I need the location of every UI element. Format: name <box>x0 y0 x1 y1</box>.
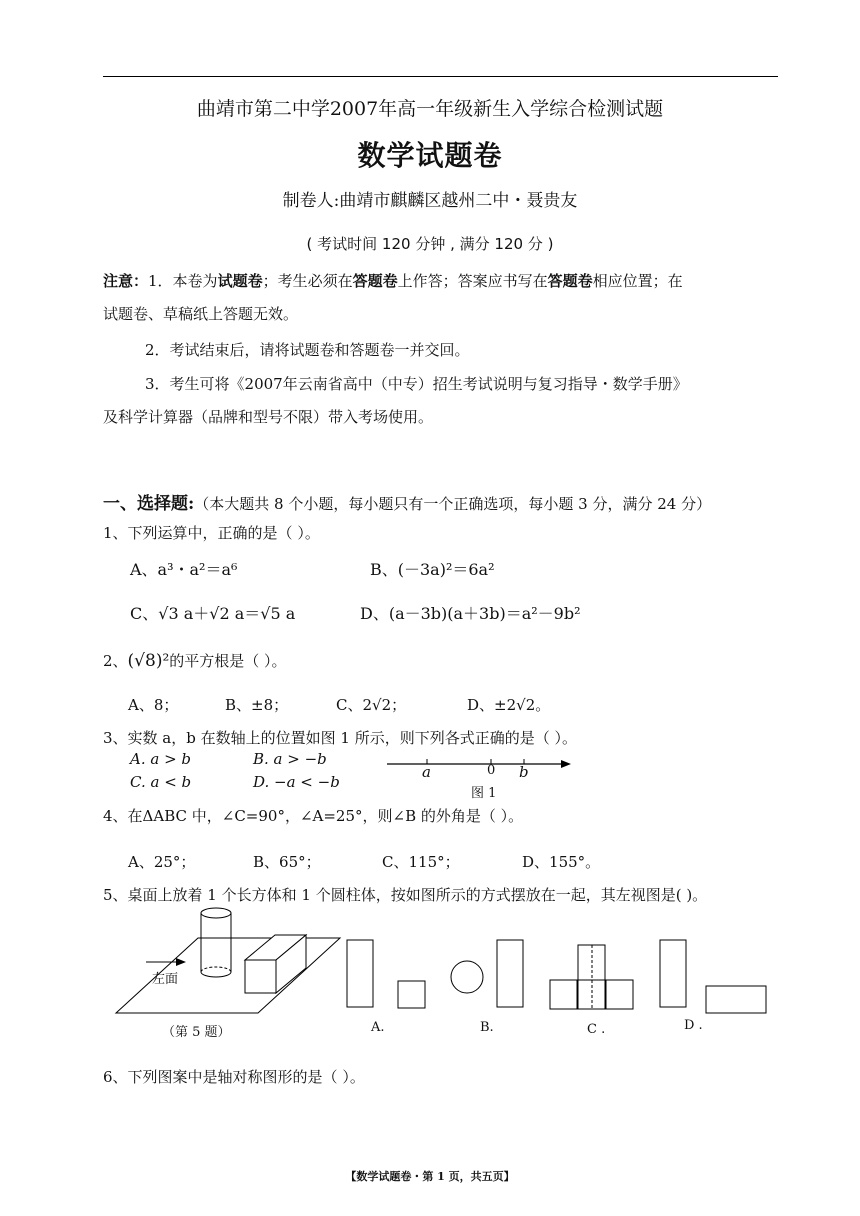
paper-title: 数学试题卷 <box>357 139 503 172</box>
notice-text: 上作答；答案应书写在 <box>397 272 548 290</box>
notice-emph: 答题卷 <box>352 272 398 290</box>
q2-option-a: A、8； <box>128 696 179 714</box>
q2-option-d: D、±2√2。 <box>467 696 551 714</box>
notice-line2: 试题卷、草稿纸上答题无效。 <box>103 305 299 323</box>
q5-figure-caption: （第 5 题） <box>162 1025 231 1040</box>
q4-option-a: A、25°； <box>128 853 196 871</box>
cylinder-bottom-hidden <box>201 967 231 972</box>
cuboid-front <box>245 960 276 993</box>
q1-option-a: A、a³・a²＝a⁶ <box>130 560 238 579</box>
q2-stem-text: 的平方根是（ ）。 <box>169 652 287 670</box>
q1-stem: 1、下列运算中，正确的是（ ）。 <box>103 524 320 542</box>
top-rule <box>103 76 778 77</box>
q5-option-d-figure <box>658 938 773 1018</box>
axis-label-0: 0 <box>487 763 496 778</box>
q5-option-c-figure <box>548 943 638 1013</box>
q4-option-b: B、65°； <box>253 853 321 871</box>
section1-desc: （本大题共 8 个小题，每小题只有一个正确选项，每小题 3 分，满分 24 分） <box>194 495 712 513</box>
square <box>398 981 425 1008</box>
notice-text: ；考生必须在 <box>262 272 353 290</box>
notice-line1 <box>103 270 683 291</box>
notice-text: 1．本卷为 <box>148 272 218 290</box>
q6-stem: 6、下列图案中是轴对称图形的是（ ）。 <box>103 1068 365 1086</box>
notice-item2: 2．考试结束后，请将试题卷和答题卷一并交回。 <box>145 341 470 359</box>
q3-option-c: C. a < b <box>130 773 192 791</box>
author-line: 制卷人:曲靖市麒麟区越州二中・聂贵友 <box>282 191 578 211</box>
section1-title: 一、选择题: <box>103 494 195 514</box>
q5-option-a-label: A. <box>371 1020 385 1035</box>
q4-option-c: C、115°； <box>382 853 460 871</box>
q5-option-b-label: B. <box>480 1020 494 1035</box>
q2-expression: (√8)² <box>127 651 170 671</box>
time-note: ( 考试时间 120 分钟 , 满分 120 分 ) <box>306 235 554 253</box>
notice-text: 相应位置；在 <box>592 272 683 290</box>
left-view-label: 左面 <box>152 972 179 987</box>
axis-label-a: a <box>422 763 431 781</box>
q5-option-b-figure <box>448 938 528 1013</box>
q2-option-c: C、2√2； <box>336 696 407 714</box>
page-footer: 【数学试题卷・第 1 页，共五页】 <box>345 1170 515 1183</box>
circle <box>451 961 483 993</box>
notice-item3-line2: 及科学计算器（品牌和型号不限）带入考场使用。 <box>103 408 434 426</box>
q5-option-d-label: D . <box>684 1018 703 1033</box>
q5-option-c-label: C . <box>587 1022 606 1037</box>
q5-stem: 5、桌面上放着 1 个长方体和 1 个圆柱体，按如图所示的方式摆放在一起，其左视图是( )。 <box>103 886 708 904</box>
notice-emph: 试题卷 <box>217 272 263 290</box>
tall-rect <box>660 940 686 1007</box>
bottom-left-rect <box>550 980 577 1009</box>
q3-option-d: D. −a < −b <box>253 773 340 791</box>
q5-3d-figure <box>110 905 350 1020</box>
tall-rect <box>347 940 373 1007</box>
q1-option-c: C、√3 a＋√2 a＝√5 a <box>130 604 296 623</box>
view-arrow-head <box>176 958 186 966</box>
axis-label-b: b <box>519 763 529 781</box>
tall-rect <box>497 940 523 1007</box>
notice-emph: 答题卷 <box>547 272 593 290</box>
q3-option-b: B. a > −b <box>253 750 327 768</box>
bottom-right-rect <box>606 980 633 1009</box>
q2-option-b: B、±8； <box>225 696 289 714</box>
cylinder-top <box>201 908 231 918</box>
section1-header <box>103 489 711 514</box>
q1-option-d: D、(a－3b)(a＋3b)＝a²－9b² <box>360 604 581 623</box>
q2-number: 2、 <box>103 652 128 670</box>
notice-item3-line1: 3．考生可将《2007年云南省高中（中专）招生考试说明与复习指导・数学手册》 <box>145 375 688 393</box>
cylinder-bottom <box>201 972 231 977</box>
number-line-arrow <box>561 760 571 768</box>
school-title: 曲靖市第二中学2007年高一年级新生入学综合检测试题 <box>196 98 664 120</box>
q4-stem: 4、在ΔABC 中，∠C=90°，∠A=25°，则∠B 的外角是（ ）。 <box>103 807 524 825</box>
q3-option-a: A. a > b <box>130 750 192 768</box>
q3-stem: 3、实数 a，b 在数轴上的位置如图 1 所示，则下列各式正确的是（ ）。 <box>103 729 577 747</box>
notice-label: 注意： <box>103 272 149 290</box>
q4-option-d: D、155°。 <box>522 853 601 871</box>
q1-option-b: B、(－3a)²＝6a² <box>370 560 495 579</box>
q2-stem <box>103 650 287 671</box>
wide-rect <box>706 986 766 1013</box>
bottom-middle-rect <box>578 980 605 1009</box>
figure1-caption: 图 1 <box>471 786 497 801</box>
q5-option-a-figure <box>345 938 430 1013</box>
